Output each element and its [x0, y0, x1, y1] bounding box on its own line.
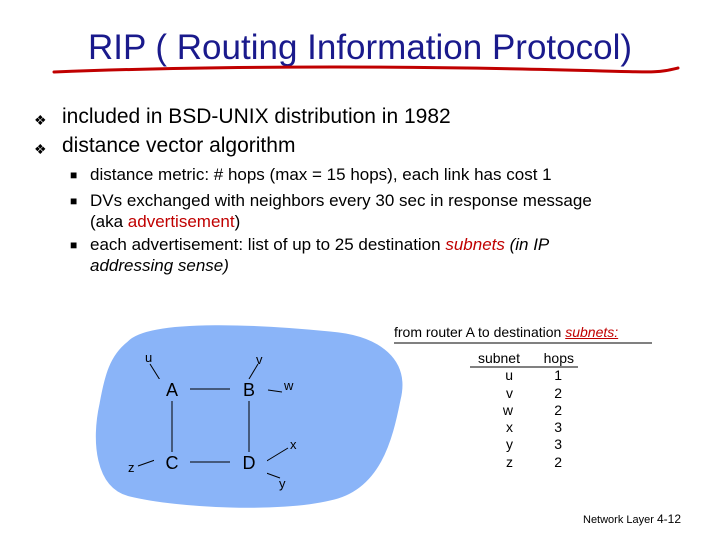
adv-post: (in IP — [504, 235, 550, 254]
adv-pre: each advertisement: list of up to 25 destination — [90, 235, 446, 254]
table-cell: 3 — [554, 419, 562, 436]
router-b: B — [231, 379, 267, 401]
slide-footer — [583, 512, 681, 526]
table-cell: 2 — [554, 453, 562, 470]
caption-subnets: subnets: — [565, 324, 619, 340]
subnets-term: subnets — [445, 235, 505, 254]
subnet-label-w: w — [284, 378, 294, 393]
table-cell: y — [506, 436, 513, 453]
subnet-label-x: x — [290, 437, 297, 452]
table-cell: 2 — [554, 384, 562, 401]
table-cell: w — [502, 401, 513, 418]
sub-bullet-metric: distance metric: # hops (max = 15 hops), each link has cost 1 — [90, 165, 552, 184]
subnet-label-z: z — [128, 460, 135, 475]
table-caption — [394, 324, 618, 340]
table-cell: v — [506, 384, 513, 401]
adv-line-2: addressing sense) — [90, 256, 229, 275]
bullet-arrow-icon: ❖ — [34, 141, 47, 157]
table-cell: 1 — [554, 367, 562, 384]
table-header-hops: hops — [543, 350, 574, 366]
subnet-label-y: y — [279, 476, 286, 491]
advertisement-term: advertisement — [127, 212, 235, 231]
table-cell: u — [505, 367, 513, 384]
router-a: A — [154, 379, 190, 401]
table-cell: z — [506, 453, 513, 470]
table-cell: 3 — [554, 436, 562, 453]
caption-underline — [394, 342, 654, 346]
dv-line-2-pre: (aka — [90, 212, 128, 231]
slide-title: RIP ( Routing Information Protocol) — [87, 28, 633, 67]
footer-page-number: 4-12 — [656, 512, 682, 526]
sub-bullet-square-icon: ■ — [70, 194, 78, 208]
sub-bullet-square-icon: ■ — [70, 168, 78, 182]
router-c: C — [154, 452, 190, 474]
dv-line-1: DVs exchanged with neighbors every 30 sec in response message — [90, 191, 592, 210]
footer-label: Network Layer — [583, 514, 654, 526]
subnet-label-u: u — [145, 350, 153, 365]
bullet-distance-vector: distance vector algorithm — [62, 134, 296, 157]
dv-line-2-post: ) — [234, 212, 241, 231]
sub-bullet-square-icon: ■ — [70, 238, 78, 252]
table-header-subnet: subnet — [477, 350, 520, 366]
router-d: D — [231, 452, 267, 474]
table-cell: x — [506, 419, 513, 436]
table-header-underline — [470, 366, 580, 369]
bullet-arrow-icon: ❖ — [34, 112, 47, 128]
caption-prefix: from router A to destination — [394, 324, 566, 340]
subnet-label-v: v — [256, 352, 263, 367]
bullet-bsd-unix: included in BSD-UNIX distribution in 1982 — [62, 105, 451, 128]
table-cell: 2 — [554, 401, 562, 418]
